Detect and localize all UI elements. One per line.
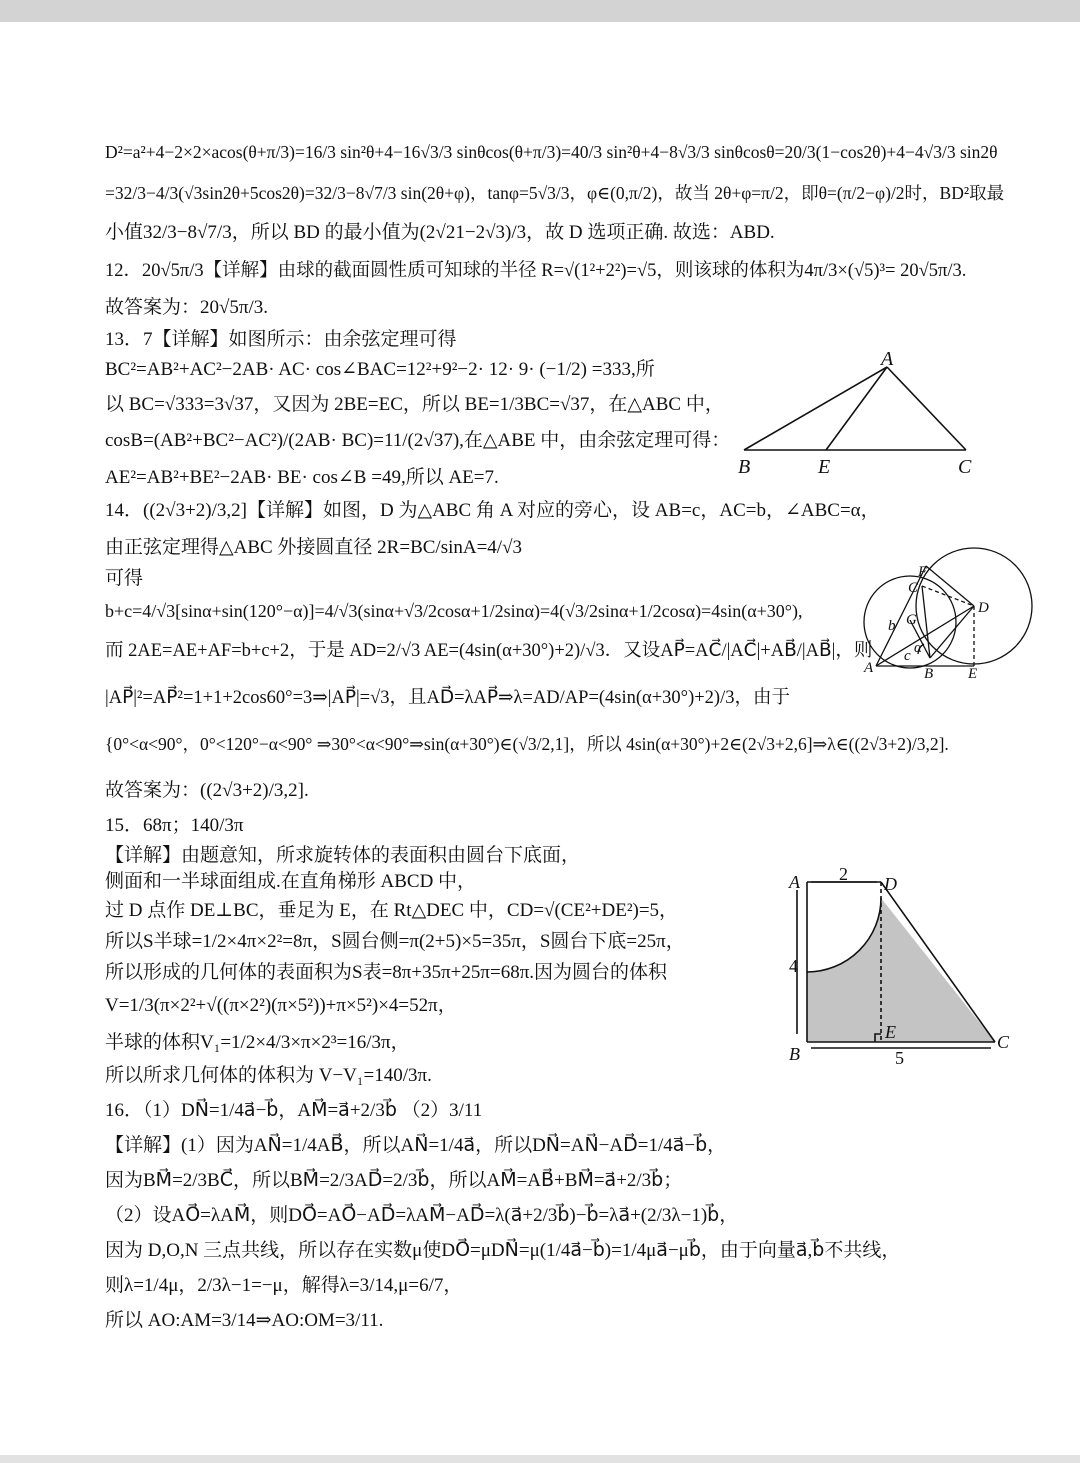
fig15-len-bottom: 5 (895, 1048, 904, 1068)
fig14-label-F: F (918, 564, 928, 580)
fig13-label-B: B (738, 456, 751, 478)
fig14-label-D: D (978, 600, 989, 616)
fig13-label-C: C (958, 456, 972, 478)
fig13-side-AB (744, 367, 887, 450)
fig15-len-top: 2 (839, 868, 848, 884)
fig15-label-C: C (997, 1032, 1010, 1052)
fig15-shaded-region (807, 898, 995, 1042)
line-29: 【详解】(1）因为AN⃗=1/4AB⃗，所以AN⃗=1/4a⃗，所以DN⃗=AN⃗−AD⃗=1/4a⃗−b⃗， (105, 1135, 727, 1156)
line-11: 14．((2√3+2)/3,2]【详解】如图，D 为△ABC 角 A 对应的旁心，设 AB=c，AC=b，∠ABC=α， (105, 500, 880, 521)
line-24: 所以形成的几何体的表面积为S表=8π+35π+25π=68π.因为圆台的体积 (105, 962, 668, 983)
line-06: 13．7【详解】如图所示：由余弦定理可得 (105, 329, 457, 350)
fig14-label-A: A (864, 660, 874, 676)
top-bar (0, 0, 1080, 22)
fig15-label-D: D (884, 874, 897, 894)
line-22: 过 D 点作 DE⊥BC，垂足为 E，在 Rt△DEC 中，CD=√(CE²+DE²)=5， (105, 900, 679, 921)
line-01: D²=a²+4−2×2×acos(θ+π/3)=16/3 sin²θ+4−16√3/3 sinθcos(θ+π/3)=40/3 sin²θ+4−8√3/3 sinθcosθ=20/3(1−cos2θ)+4−4√3/3 sin2θ (105, 142, 998, 162)
line-23: 所以S半球=1/2×4π×2²=8π，S圆台侧=π(2+5)×5=35π，S圆台下底=25π， (105, 931, 685, 952)
fig14-label-b: b (888, 618, 896, 634)
line-14: b+c=4/√3[sinα+sin(120°−α)]=4/√3(sinα+√3/2cosα+1/2sinα)=4(√3/2sinα+1/2cosα)=4sin(α+30°), (105, 601, 803, 621)
fig14-label-alpha: α (914, 640, 922, 656)
line-21: 侧面和一半球面组成.在直角梯形 ABCD 中， (105, 871, 477, 892)
line-10: AE²=AB²+BE²−2AB· BE· cos∠B =49,所以 AE=7. (105, 467, 499, 488)
line-12: 由正弦定理得△ABC 外接圆直径 2R=BC/sinA=4/√3 (105, 537, 523, 558)
fig14-label-c: c (904, 648, 911, 664)
fig15-label-E: E (885, 1022, 896, 1042)
fig14-label-E: E (968, 666, 978, 682)
line-04: 12．20√5π/3【详解】由球的截面圆性质可知球的半径 R=√(1²+2²)=√5，则该球的体积为4π/3×(√5)³= 20√5π/3. (105, 261, 967, 281)
figure-15-trapezoid (785, 868, 1025, 1068)
fig15-len-left: 4 (789, 956, 798, 976)
line-08: 以 BC=√333=3√37，又因为 2BE=EC，所以 BE=1/3BC=√37，在△ABC 中， (105, 394, 724, 415)
line-32: 因为 D,O,N 三点共线，所以存在实数μ使DO⃗=μDN⃗=μ(1/4a⃗−b⃗)=1/4μa⃗−μb⃗，由于向量a⃗,b⃗不共线， (105, 1240, 901, 1261)
line-05: 故答案为：20√5π/3. (105, 297, 269, 318)
bottom-bar (0, 1455, 1080, 1463)
line-07: BC²=AB²+AC²−2AB· AC· cos∠BAC=12²+9²−2· 12· 9· (−1/2) =333,所 (105, 359, 655, 380)
line-15: 而 2AE=AE+AF=b+c+2，于是 AD=2/√3 AE=(4sin(α+30°)+2)/√3．又设AP⃗=AC⃗/|AC⃗|+AB⃗/|AB⃗|，则 (105, 641, 873, 661)
fig13-segment-AE (826, 367, 887, 450)
figure-13-triangle (730, 345, 990, 480)
fig14-label-C: C (908, 580, 919, 596)
line-30: 因为BM⃗=2/3BC⃗，所以BM⃗=2/3AD⃗=2/3b⃗，所以AM⃗=AB⃗+BM⃗=a⃗+2/3b⃗； (105, 1170, 683, 1191)
fig13-label-A: A (881, 348, 894, 370)
line-17: {0°<α<90°，0°<120°−α<90° ⇒30°<α<90°⇒sin(α+30°)∈(√3/2,1]，所以 4sin(α+30°)+2∈(2√3+2,6]⇒λ∈((2√3+2)/3,2]. (105, 734, 949, 754)
fig14-label-G: G (906, 612, 917, 628)
line-25: V=1/3(π×2²+√((π×2²)(π×5²))+π×5²)×4=52π， (105, 995, 457, 1016)
fig13-side-AC (887, 367, 966, 450)
fig14-line-CB (922, 586, 930, 658)
fig14-label-B: B (924, 666, 934, 682)
line-03: 小值32/3−8√7/3，所以 BD 的最小值为(2√21−2√3)/3，故 D 选项正确. 故选：ABD. (105, 222, 775, 243)
fig14-line-BD (930, 606, 974, 658)
line-13: 可得 (105, 568, 144, 589)
line-16: |AP⃗|²=AP⃗²=1+1+2cos60°=3⇒|AP⃗|=√3，且AD⃗=λAP⃗⇒λ=AD/AP=(4sin(α+30°)+2)/3，由于 (105, 688, 790, 708)
line-33: 则λ=1/4μ，2/3λ−1=−μ，解得λ=3/14,μ=6/7， (105, 1275, 463, 1296)
line-27: 所以所求几何体的体积为 V−V₁=140/3π. (105, 1065, 432, 1086)
line-26: 半球的体积V₁=1/2×4/3×π×2³=16/3π， (105, 1032, 410, 1053)
fig15-label-B: B (789, 1044, 800, 1064)
fig15-label-A: A (789, 872, 800, 892)
figure-14-excircle (858, 540, 1038, 685)
line-34: 所以 AO:AM=3/14⇒AO:OM=3/11. (105, 1310, 384, 1331)
fig13-label-E: E (818, 456, 831, 478)
line-18: 故答案为：((2√3+2)/3,2]. (105, 780, 309, 801)
line-28: 16．（1）DN⃗=1/4a⃗−b⃗，AM⃗=a⃗+2/3b⃗ （2）3/11 (105, 1100, 483, 1121)
line-02: =32/3−4/3(√3sin2θ+5cos2θ)=32/3−8√7/3 sin(2θ+φ)，tanφ=5√3/3，φ∈(0,π/2)，故当 2θ+φ=π/2，即θ=(π/2−φ)/2时，BD²取最 (105, 183, 1005, 203)
line-20: 【详解】由题意知，所求旋转体的表面积由圆台下底面， (105, 845, 581, 866)
line-09: cosB=(AB²+BC²−AC²)/(2AB· BC)=11/(2√37),在△ABE 中，由余弦定理可得： (105, 430, 731, 451)
line-19: 15．68π；140/3π (105, 815, 244, 836)
line-31: （2）设AO⃗=λAM⃗，则DO⃗=AO⃗−AD⃗=λAM⃗−AD⃗=λ(a⃗+2/3b⃗)−b⃗=λa⃗+(2/3λ−1)b⃗， (105, 1205, 739, 1226)
